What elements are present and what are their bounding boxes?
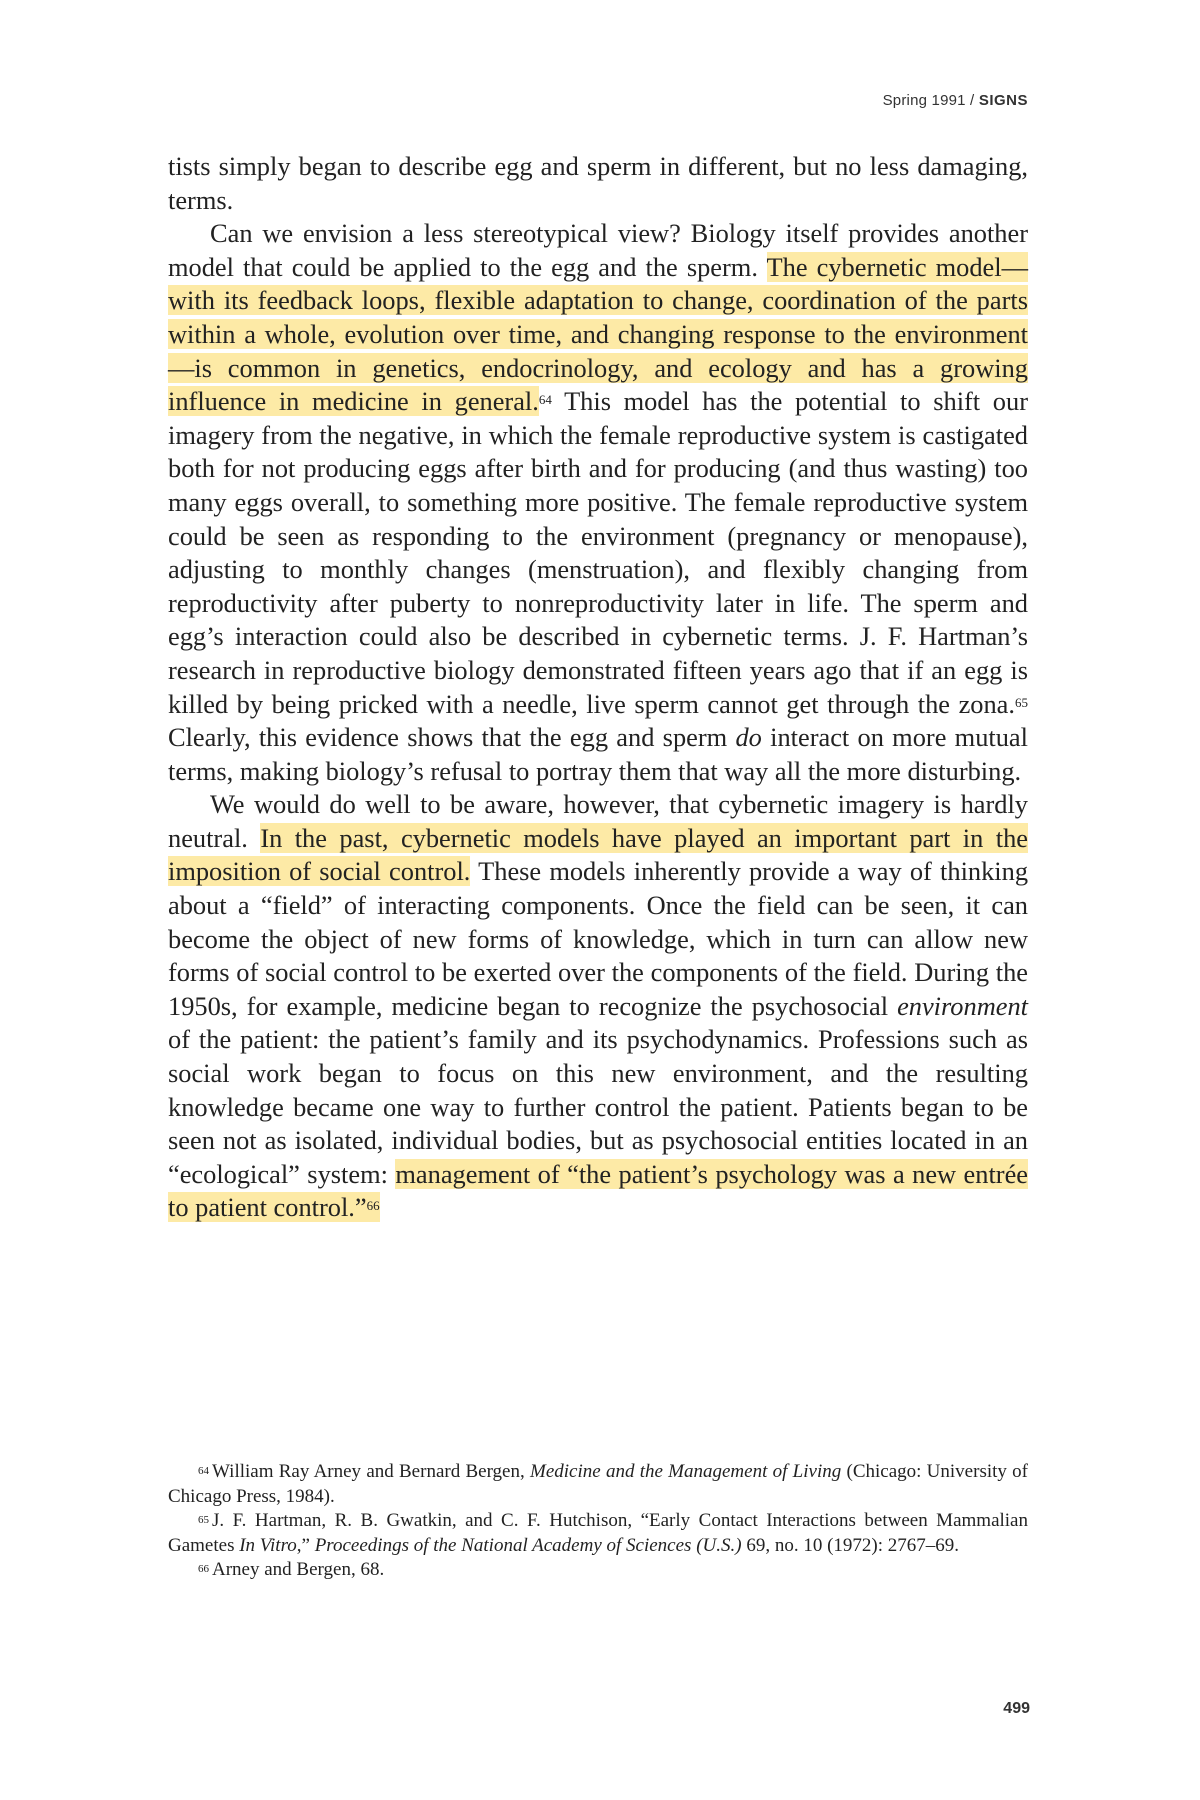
footnote-66 — [168, 1558, 1028, 1583]
footnote-text: 69, no. 10 (1972): 2767–69. — [741, 1534, 960, 1556]
footnote-book-title: Medicine and the Management of Living — [530, 1461, 842, 1482]
paragraph-2-part-b: This model has the potential to shift our imagery from the negative, in which the female reproductive system is castigated both for not producing eggs after birth and for producing (and thus wasting) too many eggs overall, to something more positive. The female reproductive system could be seen as responding to the environment (pregnancy or menopause), adjusting to monthly changes (menstruation), and flexibly changing from reproductivity after puberty to nonreproductivity later in life. The sperm and egg’s interaction could also be described in cybernetic terms. J. F. Hartman’s research in reproductive biology demonstrated fifteen years ago that if an egg is killed by being pricked with a needle, live sperm cannot get through the zona. — [168, 386, 1028, 719]
footnote-ref-66[interactable]: 66 — [366, 1198, 380, 1214]
footnote-ref-64[interactable]: 64 — [538, 392, 552, 408]
paragraph-1 — [168, 150, 1028, 217]
running-head — [883, 92, 1028, 109]
running-head-date: Spring 1991 / — [882, 92, 975, 109]
paragraph-3-part-b: These models inherently provide a way of thinking about a “field” of interacting components. Once the field can be seen, it can become the object of new forms of knowledge, which in turn can allow new forms of social control to be exerted over the components of the field. During the 1950s, for example, medicine began to recognize the psychosocial — [168, 856, 1029, 1021]
footnote-65 — [168, 1509, 1028, 1558]
paragraph-3 — [168, 788, 1028, 1225]
footnote-text: J. F. Hartman, R. B. Gwatkin, and C. F. Hutchison, “Early Contact Interactions between Mammalian Gametes — [168, 1510, 1028, 1556]
highlight-social-control[interactable]: In the past, cybernetic models have played an important part in the imposition of social control. — [168, 822, 1029, 887]
paragraph-3-part-a: We would do well to be aware, however, that cybernetic imagery is hardly neutral. — [168, 789, 1028, 853]
paragraph-2-part-a: Can we envision a less stereotypical view? Biology itself provides another model that could be applied to the egg and the sperm. — [168, 218, 1028, 282]
paragraph-2-part-d: interact on more mutual terms, making biology’s refusal to portray them that way all the more disturbing. — [168, 722, 1028, 786]
footnote-64 — [168, 1460, 1028, 1509]
paragraph-3-part-c: of the patient: the patient’s family and its psychodynamics. Professions such as social work began to focus on this new environment, and the resulting knowledge became one way to further control the patient. Patients began to be seen not as isolated, individual bodies, but as psychosocial entities located in an “ecological” system: — [168, 1024, 1028, 1189]
paragraph-2 — [168, 217, 1028, 788]
footnote-journal-title: Proceedings of the National Academy of Sciences (U.S.) — [314, 1534, 742, 1556]
footnote-italic: In Vitro — [239, 1534, 297, 1556]
footnote-text: ,” — [296, 1534, 315, 1556]
footnote-number: 64 — [198, 1465, 209, 1477]
page-number: 499 — [1003, 1700, 1030, 1717]
highlight-patient-control-text: management of “the patient’s psychology was a new entrée to patient control.” — [168, 1158, 1029, 1223]
highlight-cybernetic-model[interactable]: The cybernetic model—with its feedback loops, flexible adaptation to change, coordination of the parts within a whole, evolution over time, and changing response to the environment—is common in genetics, endocrinology, and ecology and has a growing influence in medicine in general. — [168, 251, 1028, 417]
paragraph-2-part-c: Clearly, this evidence shows that the egg and sperm — [168, 722, 736, 753]
body-text — [168, 150, 1028, 1225]
footnote-number: 65 — [198, 1514, 209, 1526]
footnote-text: William Ray Arney and Bernard Bergen, — [212, 1461, 530, 1482]
footnote-text: (Chicago: University of Chicago Press, 1984). — [168, 1461, 1028, 1507]
footnote-text: Arney and Bergen, 68. — [212, 1559, 385, 1580]
journal-name: SIGNS — [978, 92, 1028, 109]
paragraph-3-emphasis: environment — [897, 990, 1028, 1021]
paragraph-1-text: tists simply began to describe egg and sperm in different, but no less damaging, terms. — [168, 151, 1028, 215]
footnote-ref-65[interactable]: 65 — [1015, 694, 1028, 710]
footnotes — [168, 1460, 1028, 1583]
paragraph-2-emphasis: do — [735, 722, 762, 753]
footnote-number: 66 — [198, 1563, 209, 1575]
